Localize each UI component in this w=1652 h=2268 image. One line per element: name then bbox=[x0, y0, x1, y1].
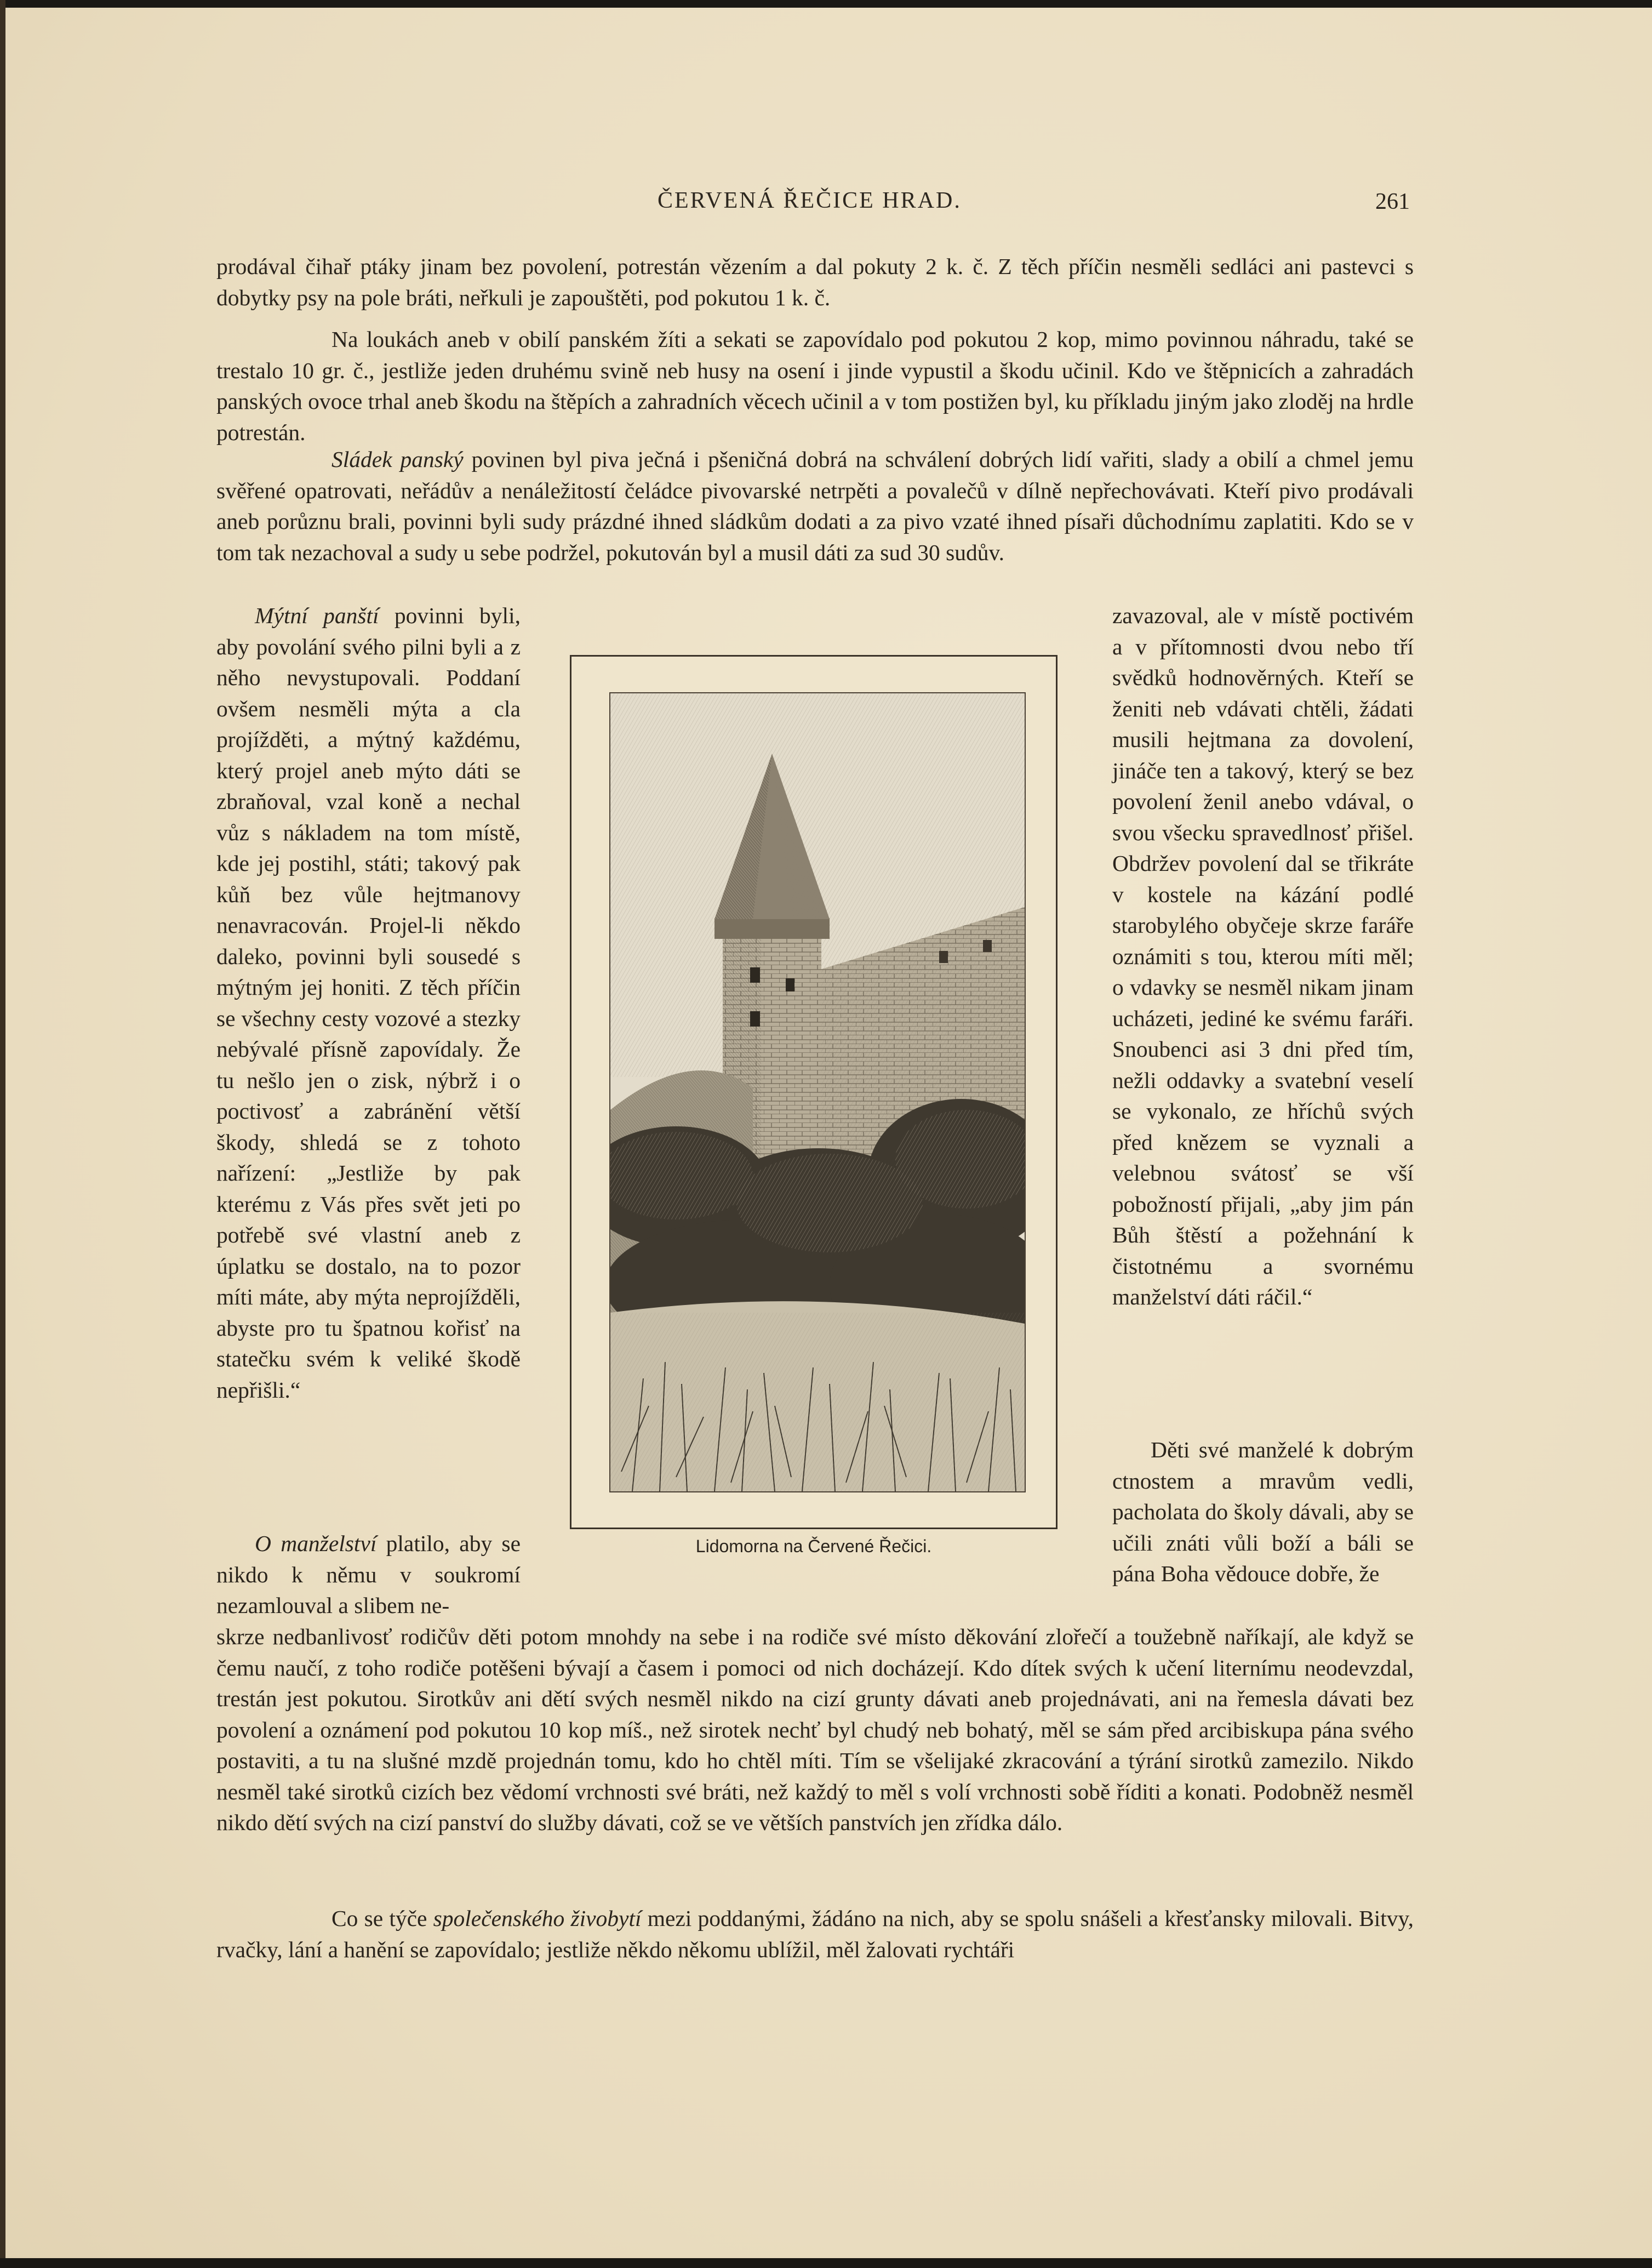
left-column-heading: Mýtní panští bbox=[255, 603, 379, 628]
page-number: 261 bbox=[1375, 189, 1410, 214]
scan-bottom-edge bbox=[0, 2258, 1652, 2268]
paragraph-1: prodával čihař ptáky jinam bez povolení, potrestán vězením a dal pokuty 2 k. č. Z těch příčin nesměli sedláci ani pastevci s dobytky psy na pole bráti, neřkuli je zapouštěti, pod pokutou 1 k. č. bbox=[216, 254, 1414, 310]
paragraph-6 bbox=[216, 1903, 1414, 1965]
scan-left-edge bbox=[0, 0, 5, 2268]
paragraph-6-heading: společenského živobytí bbox=[433, 1906, 642, 1931]
left-column-body-2: platilo, aby se nikdo k němu v soukromí nezamlouval a slibem ne- bbox=[216, 1531, 521, 1618]
right-column-text-2: Děti své manželé k dobrým ctnostem a mravům vedli, pacholata do školy dávali, aby se učili znáti vůli boží a báli se pána Boha vědouce dobře, že bbox=[1112, 1437, 1414, 1586]
paragraph-6-lead: Co se týče bbox=[331, 1906, 433, 1931]
right-column-text: zavazoval, ale v místě poctivém a v přítomnosti dvou nebo tří svědků hodnověrných. Kteří se ženiti neb vdávati chtěli, žádati musili hejtmana za dovolení, jináče ten a takový, který se bez povolení ženil anebo vdával, o svou všecku spravedlnosť přišel. Obdržev povolení dal se třikráte v kostele na kázání podlé starobylého obyčeje skrze faráře oznámiti s tou, kterou míti měl; o vdavky se nesměl nikam jinam ucházeti, jediné ke svému faráři. Snoubenci asi 3 dni před tím, nežli oddavky a svatební veselí se vykonalo, ze hříchů svých před knězem se vyznali a velebnou svátosť se vší pobožností přijali, „aby jim pán Bůh štěstí a požehnání k čistotnému a svornému manželství dáti ráčil.“ bbox=[1112, 603, 1414, 1309]
left-column-body: povinni byli, aby povolání svého pilni byli a z něho nevystupovali. Poddaní ovšem nesměli mýta a cla projížděti, a mýtný každému, který projel aneb mýto dáti se zbraňoval, vzal koně a nechal vůz s nákladem na tom místě, kde jej postihl, státi; takový pak kůň bez vůle hejtmanovy nenavracován. Projel-li někdo daleko, povinni byli sousedé s mýtným jej honiti. Z těch příčin se všechny cesty vozové a stezky nebývalé přísně zapovídaly. Že tu nešlo jen o zisk, nýbrž i o poctivosť a zabránění větší škody, shledá se z tohoto nařízení: „Jestliže by pak kterému z Vás přes svět jeti po potřebě své vlastní aneb z úplatku se dostalo, na to pozor míti máte, aby mýta neprojížděli, abyste pro tu špatnou kořisť na statečku svém k veliké škodě nepřišli.“ bbox=[216, 603, 521, 1403]
left-column-text bbox=[216, 600, 521, 1405]
paragraph-3 bbox=[216, 444, 1414, 568]
paragraph-6-text: mezi poddanými, žádáno na nich, aby se spolu snášeli a křesťansky milovali. Bitvy, rvačky, lání a hanění se zapovídalo; jestliže někdo někomu ublížil, měl žalovati rychtáři bbox=[216, 1906, 1414, 1962]
paragraph-2: Na loukách aneb v obilí panském žíti a sekati se zapovídalo pod pokutou 2 kop, mimo povinnou náhradu, také se trestalo 10 gr. č., jestliže jeden druhému svině neb husy na osení i jinde vypustil a škodu učinil. Kdo ve štěpnicích a zahradách panských ovoce trhal aneb škodu na štěpích a zahradních věcech učinil a v tom postižen byl, ku příkladu jiným jako zloděj na hrdle potrestán. bbox=[216, 327, 1414, 445]
scan-top-edge bbox=[0, 0, 1652, 8]
paragraph-5: skrze nedbanlivosť rodičův děti potom mnohdy na sebe i na rodiče své místo děkování zlořečí a toužebně naříkají, ale když se čemu naučí, z toho rodiče potěšeni bývají a časem i pomoci od nich docházejí. Kdo dítek svých k učení liternímu neodevzdal, trestán jest pokutou. Sirotkův ani dětí svých nesměl nikdo na cizí grunty dávati aneb projednávati, ani na řemesla dávati bez povolení a oznámení pod pokutou 10 kop míš., než sirotek nechť byl chudý neb bohatý, měl se sám před arcibiskupa pána svého postaviti, a tu na slušné mzdě projednán tomu, kdo ho chtěl míti. Tím se všelijaké zkracování a týrání sirotků zamezilo. Nikdo nesměl také sirotků cizích bez vědomí vrchnosti své bráti, než každý to měl s volí vrchnosti sobě říditi a konati. Podobněž nesměl nikdo dětí svých na cizí panství do služby dávati, což se ve větších panstvích jen zřídka dálo. bbox=[216, 1624, 1414, 1835]
left-column-text-2 bbox=[216, 1528, 521, 1621]
paragraph-3-heading: Sládek panský bbox=[331, 447, 464, 472]
tower-illustration bbox=[609, 692, 1026, 1492]
running-header: ČERVENÁ ŘEČICE HRAD. bbox=[658, 188, 962, 213]
left-column-heading-2: O manželství bbox=[255, 1531, 377, 1556]
paragraph-3-text: povinen byl piva ječná i pšeničná dobrá na schválení dobrých lidí vařiti, slady a obilí a chmel jemu svěřené opatrovati, neřádův a nenáležitostí čeládce pivovarské netrpěti a povalečů v dílně nepřechovávati. Kteří pivo prodávali aneb porůznu brali, povinni byli sudy prázdné ihned sládkům dodati a za pivo vzaté ihned písaři důchodnímu zaplatiti. Kdo se v tom tak nezachoval a sudy u sebe podržel, pokutován byl a musil dáti za sud 30 sudův. bbox=[216, 447, 1414, 565]
figure-caption: Lidomorna na Červené Řečici. bbox=[695, 1536, 932, 1556]
